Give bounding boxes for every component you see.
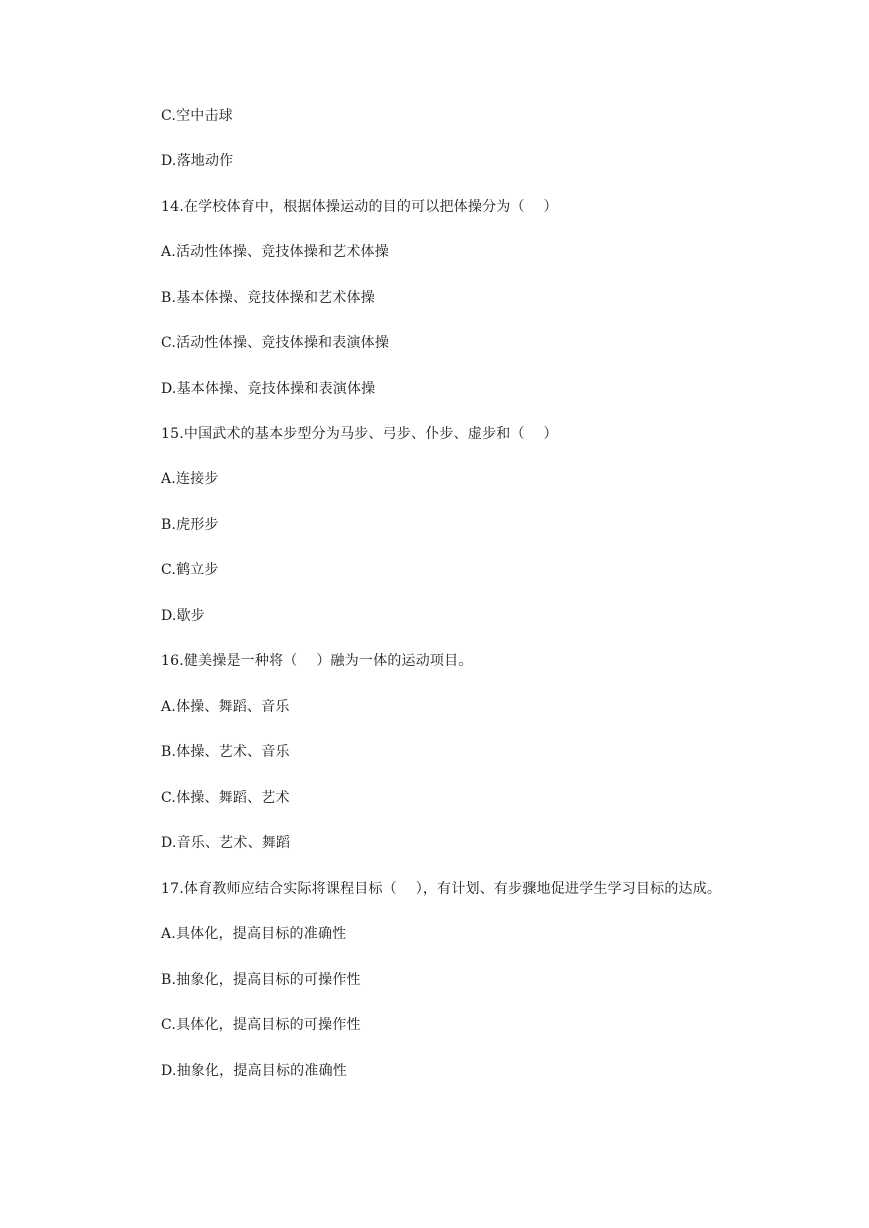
question-17: 17.体育教师应结合实际将课程目标（ ），有计划、有步骤地促进学生学习目标的达成。 [161, 881, 722, 897]
option-16c: C.体操、舞蹈、艺术 [161, 790, 290, 806]
option-17c: C.具体化，提高目标的可操作性 [161, 1017, 361, 1033]
option-15a: A.连接步 [161, 471, 219, 487]
option-14b: B.基本体操、竞技体操和艺术体操 [161, 290, 375, 306]
option-16d: D.音乐、艺术、舞蹈 [161, 835, 291, 851]
option-14d: D.基本体操、竞技体操和表演体操 [161, 381, 376, 397]
question-14: 14.在学校体育中，根据体操运动的目的可以把体操分为（ ） [161, 199, 558, 215]
option-16b: B.体操、艺术、音乐 [161, 744, 290, 760]
option-15b: B.虎形步 [161, 517, 219, 533]
question-15: 15.中国武术的基本步型分为马步、弓步、仆步、虚步和（ ） [161, 426, 558, 442]
option-14c: C.活动性体操、竞技体操和表演体操 [161, 335, 390, 351]
option-15c: C.鹤立步 [161, 562, 219, 578]
option-17a: A.具体化，提高目标的准确性 [161, 926, 347, 942]
question-16: 16.健美操是一种将（ ）融为一体的运动项目。 [161, 653, 473, 669]
option-15d: D.歇步 [161, 608, 205, 624]
option-13d: D.落地动作 [161, 153, 234, 169]
option-17d: D.抽象化，提高目标的准确性 [161, 1063, 347, 1079]
option-14a: A.活动性体操、竞技体操和艺术体操 [161, 244, 389, 260]
option-16a: A.体操、舞蹈、音乐 [161, 699, 290, 715]
option-17b: B.抽象化，提高目标的可操作性 [161, 972, 361, 988]
option-13c: C.空中击球 [161, 108, 233, 124]
